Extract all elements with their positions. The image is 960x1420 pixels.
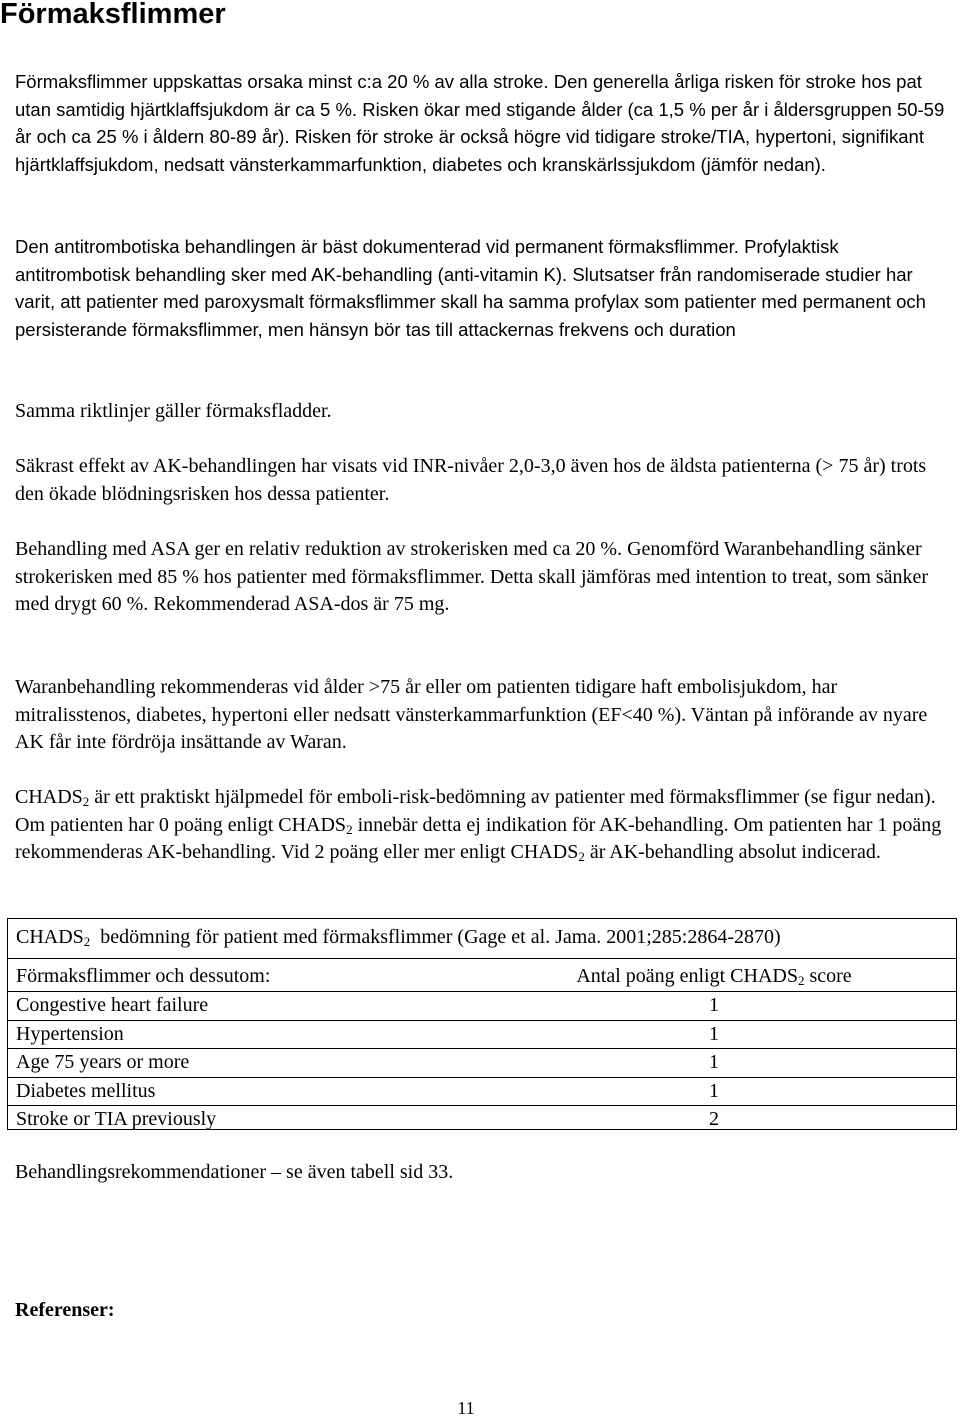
page-number: 11: [457, 1398, 475, 1418]
chads-table: [7, 918, 957, 1130]
chads-table-row: [8, 991, 956, 1021]
chads-table-header-row: [8, 962, 956, 992]
chads-row-label: Congestive heart failure: [16, 994, 209, 1016]
paragraph-waran-recommendation: Waranbehandling rekommenderas vid ålder >75 år eller om patienten tidigare haft embolisjukdom, har mitralisstenos, diabetes, hypertoni eller nedsatt vänsterkammarfunktion (EF<40 %). Väntan på införande av nyare AK får inte fördröja insättande av Waran.: [15, 676, 928, 753]
chads-table-row: [8, 1020, 956, 1050]
paragraph-antithrombotic-treatment: Den antitrombotiska behandlingen är bäst dokumenterad vid permanent förmaksflimmer. Profylaktisk antitrombotisk behandling sker med AK-behandling (anti-vitamin K). Slutsatser från randomiserade studier har varit, att patienter med paroxysmalt förmaksflimmer skall ha samma profylax som patienter med permanent och persisterande förmaksflimmer, men hänsyn bör tas till attackernas frekvens och duration: [15, 236, 926, 340]
references-heading: Referenser:: [15, 1299, 115, 1321]
chads-row-score: 2: [709, 1108, 719, 1130]
chads-row-score: 1: [709, 1051, 719, 1073]
paragraph-asa-treatment: Behandling med ASA ger en relativ reduktion av strokerisken med ca 20 %. Genomförd Waranbehandling sänker strokerisken med 85 % hos patienter med förmaksflimmer. Detta skall jämföras med intention to treat, som sänker med drygt 60 %. Rekommenderad ASA-dos är 75 mg.: [15, 538, 929, 615]
paragraph-stroke-risk: Förmaksflimmer uppskattas orsaka minst c:a 20 % av alla stroke. Den generella årliga risken för stroke hos pat utan samtidig hjärtklaffsjukdom är ca 5 %. Risken ökar med stigande ålder (ca 1,5 % per år i åldersgruppen 50-59 år och ca 25 % i åldern 80-89 år). Risken för stroke är också högre vid tidigare stroke/TIA, hypertoni, signifikant hjärtklaffsjukdom, nedsatt vänsterkammarfunktion, diabetes och kranskärlssjukdom (jämför nedan).: [15, 71, 945, 175]
chads-title-divider: [8, 958, 956, 959]
chads-row-label: Diabetes mellitus: [16, 1079, 156, 1102]
paragraph-flutter: Samma riktlinjer gäller förmaksfladder.: [15, 400, 332, 422]
chads-row-label: Stroke or TIA previously: [16, 1108, 217, 1130]
chads-row-label: Age 75 years or more: [16, 1051, 190, 1073]
chads-row-score: 1: [709, 1022, 719, 1045]
page-title: Förmaksflimmer: [0, 0, 226, 30]
chads-table-title: $CHADS_2$ bedömning för patient med förmaksflimmer (Gage et al. Jama. 2001;285:2864-2870): [16, 926, 781, 949]
chads-table-row: [8, 1048, 956, 1078]
chads-table-row: [8, 1105, 956, 1134]
chads-table-row: [8, 1077, 956, 1107]
chads-row-score: 1: [709, 994, 719, 1016]
paragraph-inr-levels: Säkrast effekt av AK-behandlingen har visats vid INR-nivåer 2,0-3,0 även hos de äldsta patienterna (> 75 år) trots den ökade blödningsrisken hos dessa patienter.: [15, 455, 927, 505]
chads-row-label: Hypertension: [16, 1022, 124, 1045]
chads-row-score: 1: [709, 1079, 719, 1102]
paragraph-chads-intro: $CHADS_2$ är ett praktiskt hjälpmedel för emboli-risk-bedömning av patienter med förmaksflimmer (se figur nedan). Om patienten har 0 poäng enligt $CHADS_2$ innebär detta ej indikation för AK-behandling. Om patienten har 1 poäng rekommenderas AK-behandling. Vid 2 poäng eller mer enligt $CHADS_2$ är AK-behandling absolut indicerad.: [15, 786, 942, 864]
chads-header-score: Antal poäng enligt $CHADS_2$ score: [576, 965, 852, 988]
chads-header-label: Förmaksflimmer och dessutom:: [16, 965, 271, 987]
treatment-recommendation-note: Behandlingsrekommendationer – se även tabell sid 33.: [15, 1161, 454, 1183]
